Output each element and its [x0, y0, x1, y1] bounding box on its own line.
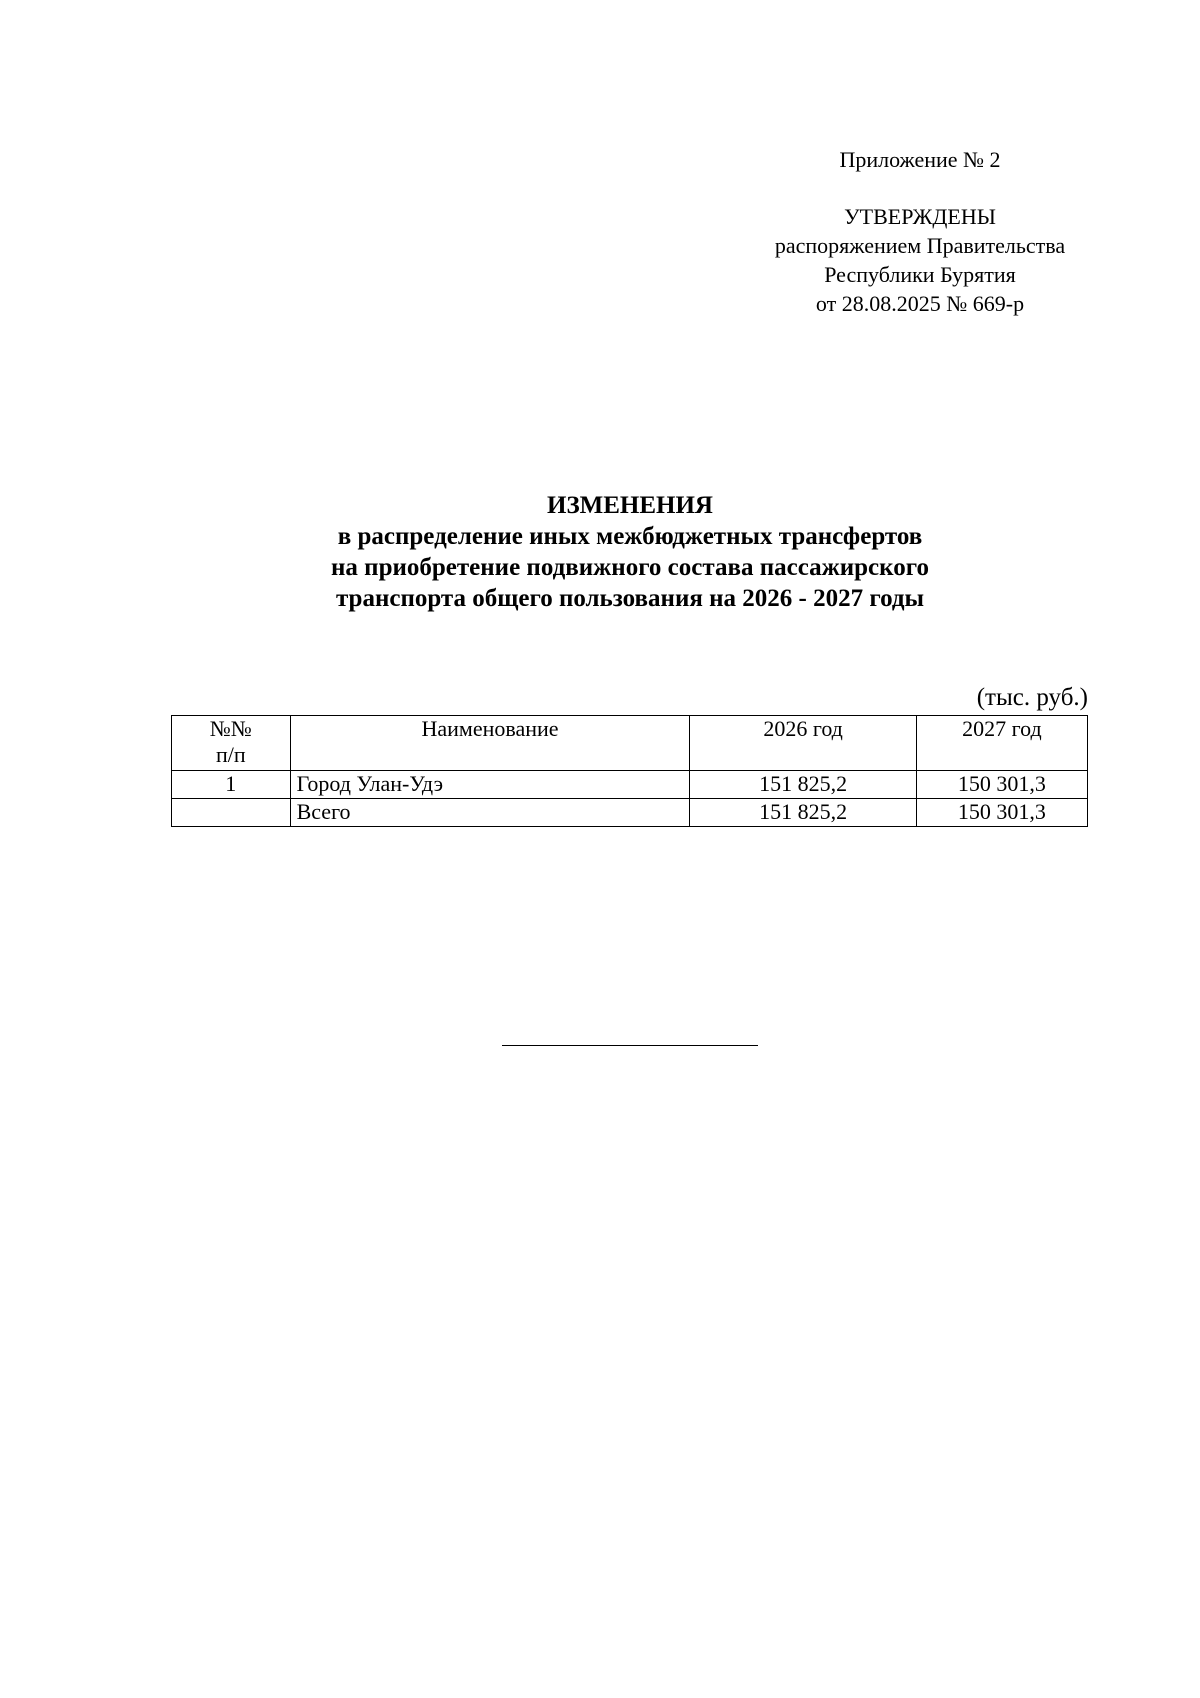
- row-number: 1: [172, 771, 291, 799]
- row-value-2027: 150 301,3: [916, 771, 1087, 799]
- header-year-2027: 2027 год: [916, 716, 1087, 771]
- header-number-line-1: №№: [209, 716, 252, 741]
- row-number: [172, 799, 291, 827]
- table-row: [172, 771, 1088, 799]
- document-title: [150, 490, 1110, 614]
- title-line-4: транспорта общего пользования на 2026 - 2027 годы: [335, 585, 925, 612]
- row-value-2026: 151 825,2: [690, 771, 916, 799]
- end-divider: [502, 1045, 758, 1046]
- distribution-table: [171, 715, 1088, 827]
- header-number-line-2: п/п: [215, 742, 246, 767]
- row-name: Город Улан-Удэ: [290, 771, 690, 799]
- approval-date-number: от 28.08.2025 № 669-р: [815, 291, 1025, 316]
- header-name: Наименование: [290, 716, 690, 771]
- approval-block: [720, 202, 1120, 318]
- header-number: [172, 716, 291, 771]
- table-row-total: [172, 799, 1088, 827]
- table-header-row: [172, 716, 1088, 771]
- approval-status: УТВЕРЖДЕНЫ: [844, 204, 996, 229]
- row-name: Всего: [290, 799, 690, 827]
- title-line-2: в распределение иных межбюджетных трансфертов: [337, 523, 923, 550]
- row-value-2026: 151 825,2: [690, 799, 916, 827]
- units-label: (тыс. руб.): [976, 684, 1088, 711]
- approval-region: Республики Бурятия: [824, 262, 1016, 287]
- row-value-2027: 150 301,3: [916, 799, 1087, 827]
- approval-issuer: распоряжением Правительства: [774, 233, 1066, 258]
- title-line-1: ИЗМЕНЕНИЯ: [547, 492, 713, 519]
- appendix-label: Приложение № 2: [839, 147, 1001, 172]
- header-year-2026: 2026 год: [690, 716, 916, 771]
- title-line-3: на приобретение подвижного состава пассажирского: [331, 554, 929, 581]
